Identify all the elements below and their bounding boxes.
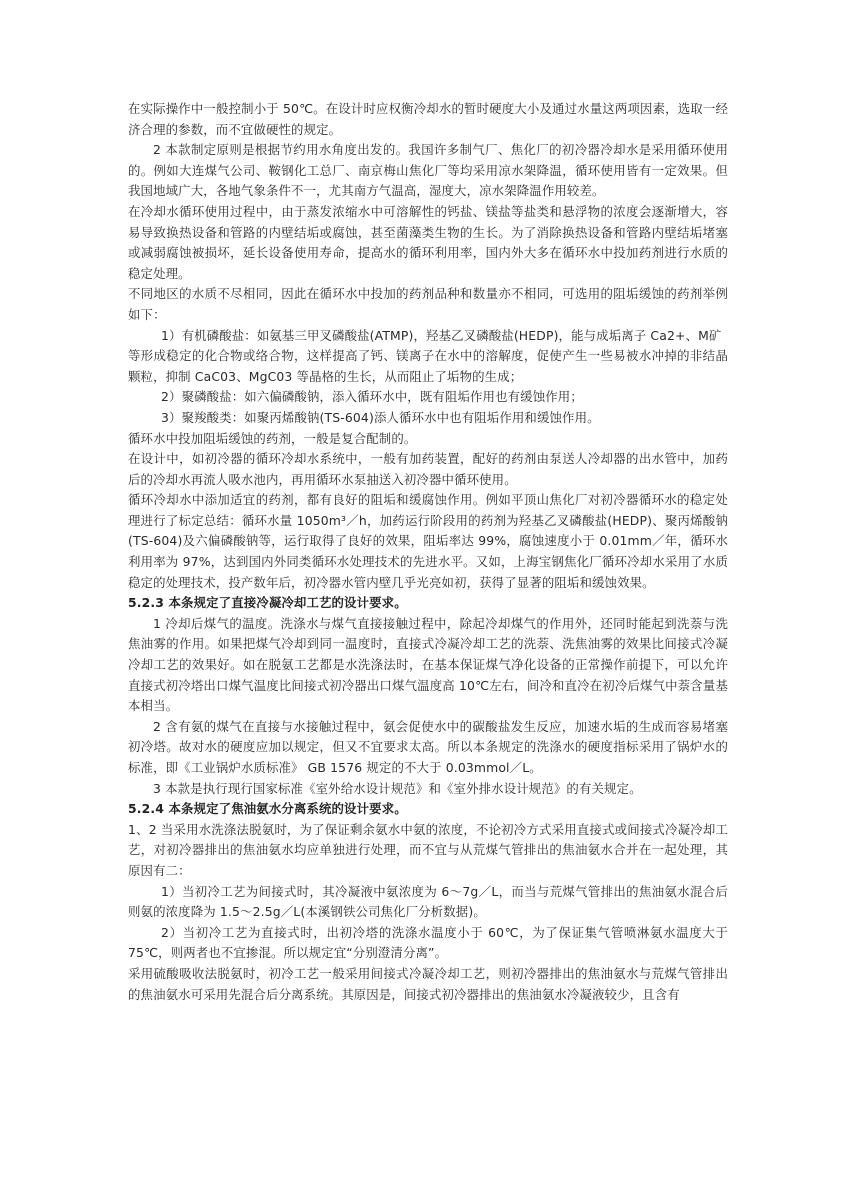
paragraph: 循环水中投加阻垢缓蚀的药剂，一般是复合配制的。 — [128, 430, 417, 446]
paragraph: 不同地区的水质不尽相同，因此在循环水中投加的药剂品种和数量亦不相同，可选用的阻垢缓蚀的药剂举例如下： — [128, 286, 728, 322]
paragraph: 在冷却水循环使用过程中，由于蒸发浓缩水中可溶解性的钙盐、镁盐等盐类和悬浮物的浓度会逐渐增大，容易导致换热设备和管路的内壁结垢或腐蚀，甚至菌藻类生物的生长。为了消除换热设备和管路内壁结垢堵塞或减弱腐蚀被损坏，延长设备使用寿命，提高水的循环利用率，国内外大多在循环水中投加药剂进行水质的稳定处理。 — [128, 203, 728, 281]
paragraph: 在设计中，如初冷器的循环冷却水系统中，一般有加药装置，配好的药剂由泵送人冷却器的出水管中，加药后的冷却水再流人吸水池内，再用循环水泵抽送入初冷器中循环使用。 — [128, 451, 728, 487]
paragraph: 2 含有氨的煤气在直接与水接触过程中，氨会促使水中的碳酸盐发生反应，加速水垢的生成而容易堵塞初冷塔。故对水的硬度应加以规定，但又不宜要求太高。所以本条规定的洗涤水的硬度指标采用了锅炉水的标准，即《工业锅炉水质标准》 GB 1576 规定的不大于 0.03mmol／L。 — [128, 718, 728, 775]
document-page — [128, 99, 728, 1005]
list-item-text: 1）有机磷酸盐：如氨基三甲叉磷酸盐(ATMP)，羟基乙叉磷酸盐(HEDP)，能与成垢离子 Ca2+、M矿 — [161, 327, 722, 343]
list-item: 1）当初冷工艺为间接式时，其冷凝液中氨浓度为 6～7g／L，而当与荒煤气管排出的焦油氨水混合后则氨的浓度降为 1.5～2.5g／L(本溪钢铁公司焦化厂分析数据)。 — [128, 883, 728, 920]
paragraph: 循环冷却水中添加适宜的药剂，都有良好的阻垢和缓腐蚀作用。例如平顶山焦化厂对初冷器循环水的稳定处理进行了标定总结：循环水量 1050m³／h，加药运行阶段用的药剂为羟基乙叉磷酸盐(HEDP)、聚丙烯酸钠(TS-604)及六偏磷酸钠等，运行取得了良好的效果，阻垢率达 99%，腐蚀速度小于 0.01mm／年，循环水利用率为 97%，达到国内外同类循环水处理技术的先进水平。又如，上海宝钢焦化厂循环冷却水采用了水质稳定的处理技术，投产数年后，初冷器水管内壁几乎光亮如初，获得了显著的阻垢和缓蚀效果。 — [128, 492, 728, 590]
list-item: 2）聚磷酸盐：如六偏磷酸钠，添入循环水中，既有阻垢作用也有缓蚀作用； — [161, 389, 583, 405]
paragraph: 1、2 当采用水洗涤法脱氨时，为了保证剩余氨水中氨的浓度，不论初冷方式采用直接式或间接式冷凝冷却工艺，对初冷器排出的焦油氨水均应单独进行处理，而不宜与从荒煤气管排出的焦油氨水合并在一起处理，其原因有二： — [128, 821, 728, 878]
section-heading: 5.2.3 本条规定了直接冷凝冷却工艺的设计要求。 — [128, 595, 407, 611]
paragraph: 2 本款制定原则是根据节约用水角度出发的。我国许多制气厂、焦化厂的初冷器冷却水是采用循环使用的。例如大连煤气公司、鞍钢化工总厂、南京梅山焦化厂等均采用凉水架降温，循环使用皆有一定效果。但我国地域广大，各地气象条件不一，尤其南方气温高，湿度大，凉水架降温作用较差。 — [128, 142, 728, 199]
paragraph: 等形成稳定的化合物或络合物，这样提高了钙、镁离子在水中的溶解度，促使产生一些易被水冲掉的非结晶颗粒，抑制 CaC03、MgC03 等晶格的生长，从而阻止了垢物的生成； — [128, 348, 728, 384]
paragraph: 3 本款是执行现行国家标准《室外给水设计规范》和《室外排水设计规范》的有关规定。 — [153, 780, 642, 796]
section-heading: 5.2.4 本条规定了焦油氨水分离系统的设计要求。 — [128, 801, 407, 817]
list-item: 2）当初冷工艺为直接式时，出初冷塔的洗涤水温度小于 60℃，为了保证集气管喷淋氨水温度大于 75℃，则两者也不宜掺混。所以规定宜“分别澄清分离”。 — [128, 924, 728, 961]
list-item — [128, 326, 728, 347]
paragraph: 1 冷却后煤气的温度。洗涤水与煤气直接接触过程中，除起冷却煤气的作用外，还同时能起到洗萘与洗焦油雾的作用。如果把煤气冷却到同一温度时，直接式冷凝冷却工艺的洗萘、洗焦油雾的效果比间接式冷凝冷却工艺的效果好。如在脱氨工艺都是水洗涤法时，在基本保证煤气净化设备的正常操作前提下，可以允许直接式初冷塔出口煤气温度比间接式初冷器出口煤气温度高 10℃左右，间冷和直冷在初冷后煤气中萘含量基本相当。 — [128, 615, 728, 714]
list-item: 3）聚羧酸类：如聚丙烯酸钠(TS-604)添人循环水中也有阻垢作用和缓蚀作用。 — [161, 409, 600, 425]
paragraph: 在实际操作中一般控制小于 50℃。在设计时应权衡冷却水的暂时硬度大小及通过水量这两项因素，选取一经济合理的参数，而不宜做硬性的规定。 — [128, 101, 728, 137]
paragraph: 采用硫酸吸收法脱氨时，初冷工艺一般采用间接式冷凝冷却工艺，则初冷器排出的焦油氨水与荒煤气管排出的焦油氨水可采用先混合后分离系统。其原因是，间接式初冷器排出的焦油氨水冷凝液较少，且含有 — [128, 965, 728, 1002]
